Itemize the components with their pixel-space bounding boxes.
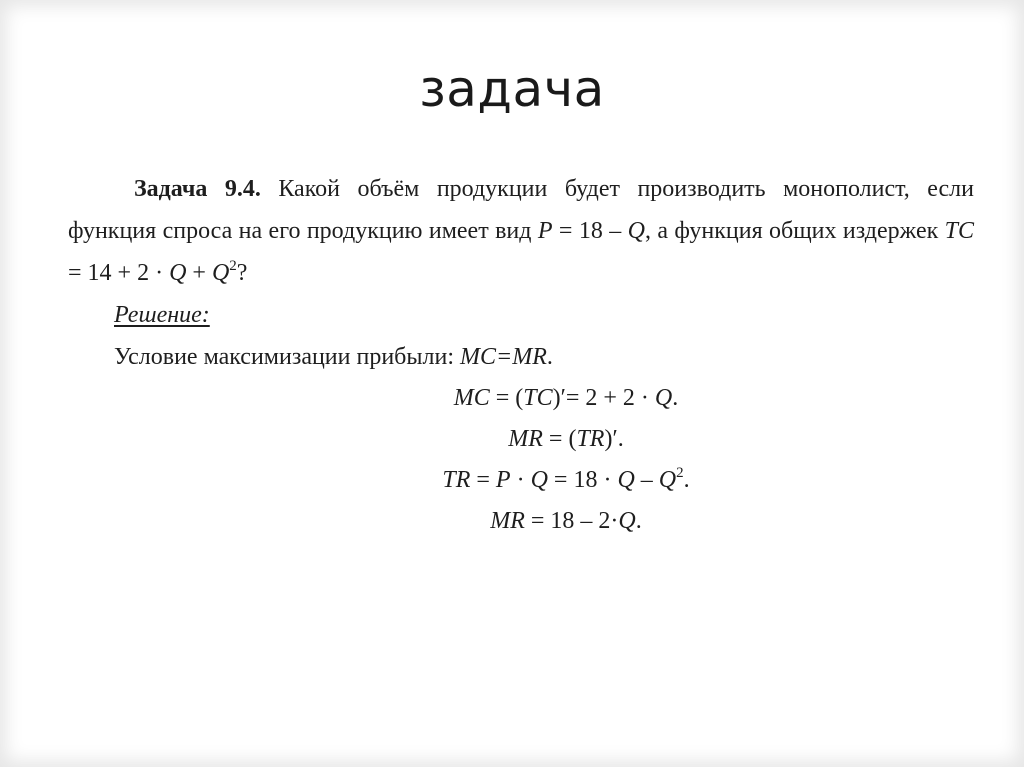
tc-end: ?	[236, 260, 248, 286]
f4-end: .	[635, 508, 642, 534]
demand-p: P	[537, 218, 553, 244]
f4-lhs: MR	[490, 508, 525, 534]
f3-lhs: TR	[442, 467, 471, 493]
f3-exponent: 2	[676, 465, 684, 481]
condition-text: Условие максимизации прибыли:	[114, 344, 461, 370]
f2-tr: TR	[576, 426, 605, 452]
f2-rest: )′.	[604, 426, 624, 452]
formula-mr	[68, 501, 974, 542]
tc-exponent: 2	[229, 258, 237, 274]
f2-lhs: MR	[508, 426, 543, 452]
f4-q: Q	[618, 508, 636, 534]
demand-q: Q	[627, 218, 645, 244]
f4-mid: = 18 – 2·	[524, 508, 619, 534]
f3-minus: –	[634, 467, 659, 493]
f1-rest: )′= 2 + 2 ·	[552, 385, 655, 411]
solution-heading: Решение:	[114, 302, 210, 328]
f3-p: P	[495, 467, 511, 493]
f3-q: Q	[530, 467, 548, 493]
f3-eq: =	[470, 467, 496, 493]
problem-statement	[68, 168, 974, 294]
formula-tr	[68, 460, 974, 501]
condition-formula: MC=MR	[460, 344, 547, 370]
slide-content	[68, 168, 974, 542]
f1-q: Q	[654, 385, 673, 411]
f3-dot: ·	[510, 467, 531, 493]
f3-end: .	[683, 467, 690, 493]
problem-label: Задача 9.4.	[134, 176, 261, 202]
f1-eq: = (	[489, 385, 524, 411]
f3-mid: = 18 ·	[547, 467, 618, 493]
tc-q2: Q	[211, 260, 230, 286]
f3-q2: Q	[617, 467, 635, 493]
demand-mid: = 18 –	[552, 218, 628, 244]
f1-lhs: MC	[453, 385, 490, 411]
maximization-condition	[68, 336, 974, 378]
f3-q3: Q	[658, 467, 677, 493]
slide-title: задача	[419, 60, 605, 118]
problem-text-2: , а функция общих издержек	[644, 218, 939, 244]
tc-label: TC	[944, 218, 974, 244]
formula-mc	[68, 378, 974, 419]
tc-plus: +	[186, 260, 212, 286]
problem-text-1: Какой объём продукции будет производить монополист, если функция спроса на его продукцию имеет вид	[68, 176, 974, 244]
f1-end: .	[672, 385, 679, 411]
f1-tc: TC	[523, 385, 553, 411]
condition-end: .	[546, 344, 553, 370]
tc-mid: = 14 + 2 ·	[68, 260, 170, 286]
f2-eq: = (	[542, 426, 577, 452]
tc-q1: Q	[169, 260, 187, 286]
formula-mr-def	[68, 419, 974, 460]
